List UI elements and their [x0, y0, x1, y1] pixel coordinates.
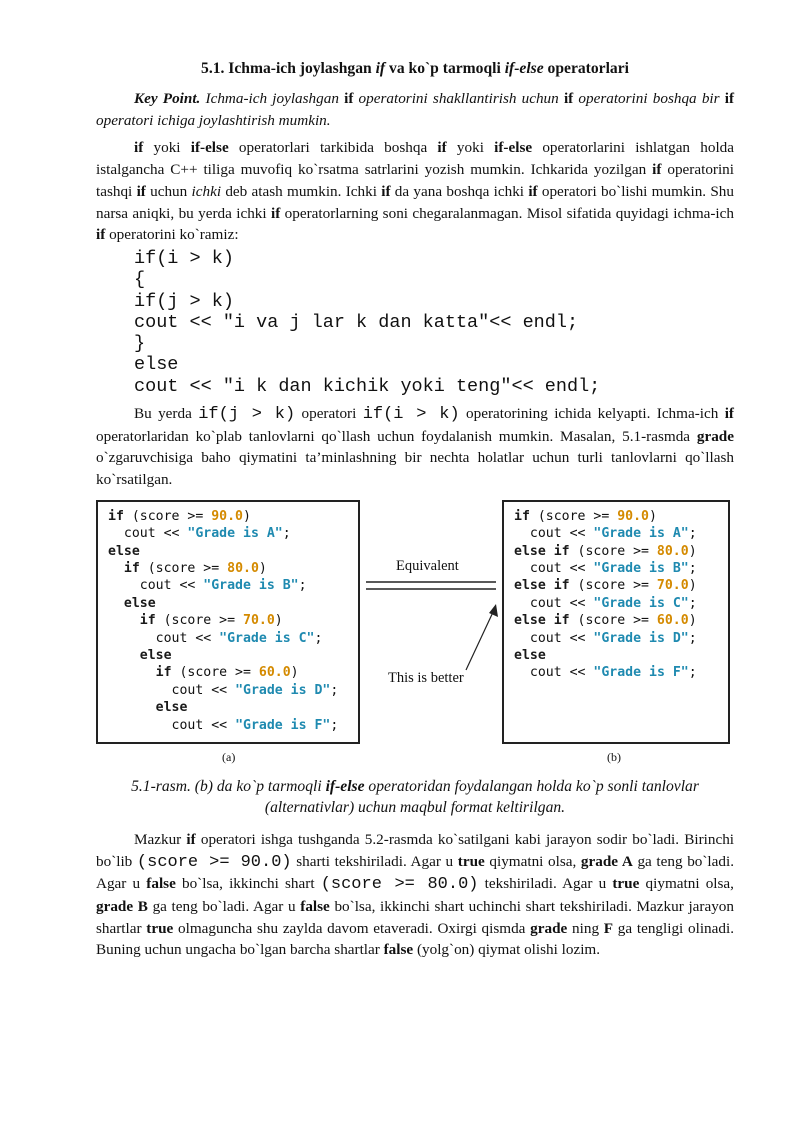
figure-code-line: cout << "Grade is A"; — [529, 526, 697, 542]
figure-code-line: if (score >= 60.0) — [155, 665, 299, 681]
label-a: (a) — [222, 749, 236, 764]
equivalent-label: Equivalent — [396, 557, 459, 574]
figure-caption: 5.1-rasm. (b) da ko`p tarmoqli if-else operatoridan foydalangan holda ko`p sonli tanlovlar (alternativlar) uchun maqbul format keltirilgan. — [131, 777, 699, 817]
code-line: cout << "i k dan kichik yoki teng"<< endl; — [134, 375, 601, 397]
code-line: if(j > k) — [134, 290, 234, 312]
code-line: else — [134, 354, 179, 376]
figure-code-line: if (score >= 80.0) — [123, 561, 267, 577]
code-block — [134, 248, 734, 397]
code-line: cout << "i va j lar k dan katta"<< endl; — [134, 311, 579, 333]
figure-code-line: cout << "Grade is A"; — [123, 526, 291, 542]
figure-code-line: else if (score >= 60.0) — [514, 613, 697, 629]
paragraph-2: Bu yerda if(j > k) operatori if(i > k) operatorining ichida kelyapti. Ichma-ich if operatorlaridan ko`plab tanlovlarni qo`llash uchun foydalanish mumkin. Masalan, 5.1-rasmda grade o`zgaruvchisiga baho qiymatini ta’minlashning bir nechta holatlar uchun turli tanlovlarni qo`llash ko`rsatilgan. — [96, 405, 734, 489]
code-line: if(i > k) — [134, 247, 234, 269]
figure-code-line: cout << "Grade is D"; — [171, 682, 339, 698]
equivalence-arrows — [360, 500, 502, 744]
figure-code-line: cout << "Grade is C"; — [529, 595, 697, 611]
code-line: { — [134, 269, 146, 291]
figure-code-line: if (score >= 90.0) — [514, 508, 657, 524]
paragraph-1: if yoki if-else operatorlari tarkibida boshqa if yoki if-else operatorlarini ishlatgan holda istalgancha C++ tiliga muvofiq ko`rsatma satrlarini yozish mumkin. Ichkarida yozilgan if operatorini tashqi if uchun ichki deb atash mumkin. Ichki if da yana boshqa ichki if operatori bo`lishi mumkin. Shu narsa aniqki, bu yerda ichki if operatorlarning soni chegaralanmagan. Misol sifatida quyidagi ichma-ich if operatorini ko`ramiz: — [96, 139, 734, 244]
figure-code-line: cout << "Grade is B"; — [529, 561, 697, 577]
figure-code-line: cout << "Grade is F"; — [529, 665, 697, 681]
key-point: Key Point. Ichma-ich joylashgan if operatorini shakllantirish uchun if operatorini boshqa bir if operatori ichiga joylashtirish mumkin. — [96, 90, 735, 129]
figure-code-line: if (score >= 70.0) — [139, 613, 283, 629]
figure-code-line: else — [514, 648, 546, 664]
paragraph-3: Mazkur if operatori ishga tushganda 5.2-rasmda ko`satilgani kabi jarayon sodir bo`ladi. Birinchi bo`lib (score >= 90.0) sharti tekshiriladi. Agar u true qiymatni olsa, grade A ga teng bo`ladi. Agar u false bo`lsa, ikkinchi shart (score >= 80.0) tekshiriladi. Agar u true qiymatni olsa, grade B ga teng bo`ladi. Agar u false bo`lsa, ikkinchi shart uchinchi shart tekshiriladi. Mazkur jarayon shartlar true olmaguncha shu zaylda davom etaveradi. Oxirgi qismda grade ning F ga tengligi olinadi. Buning uchun ungacha bo`lgan barcha shartlar false (yolg`on) qiymat olishi lozim. — [96, 830, 735, 959]
figure-code-line: cout << "Grade is C"; — [155, 630, 323, 646]
code-box-multiway — [502, 500, 730, 744]
figure-code-line: cout << "Grade is F"; — [171, 717, 339, 733]
code-box-nested — [96, 500, 360, 744]
figure-code-line: else — [155, 700, 188, 716]
figure-code-line: else if (score >= 80.0) — [514, 543, 697, 559]
label-b: (b) — [607, 749, 621, 764]
figure-code-line: else — [139, 648, 172, 664]
better-label: This is better — [388, 669, 464, 686]
figure-code-line: else — [123, 595, 156, 611]
figure-code-line: cout << "Grade is D"; — [529, 630, 697, 646]
code-line: } — [134, 333, 146, 355]
figure-5-1 — [96, 500, 734, 768]
figure-code-line: else if (score >= 70.0) — [514, 578, 697, 594]
section-title: 5.1. Ichma-ich joylashgan if va ko`p tarmoqli if-else operatorlari — [201, 60, 629, 77]
figure-code-line: else — [108, 543, 140, 559]
figure-code-line: cout << "Grade is B"; — [139, 578, 307, 594]
figure-code-line: if (score >= 90.0) — [108, 508, 251, 524]
document-page — [96, 58, 734, 961]
